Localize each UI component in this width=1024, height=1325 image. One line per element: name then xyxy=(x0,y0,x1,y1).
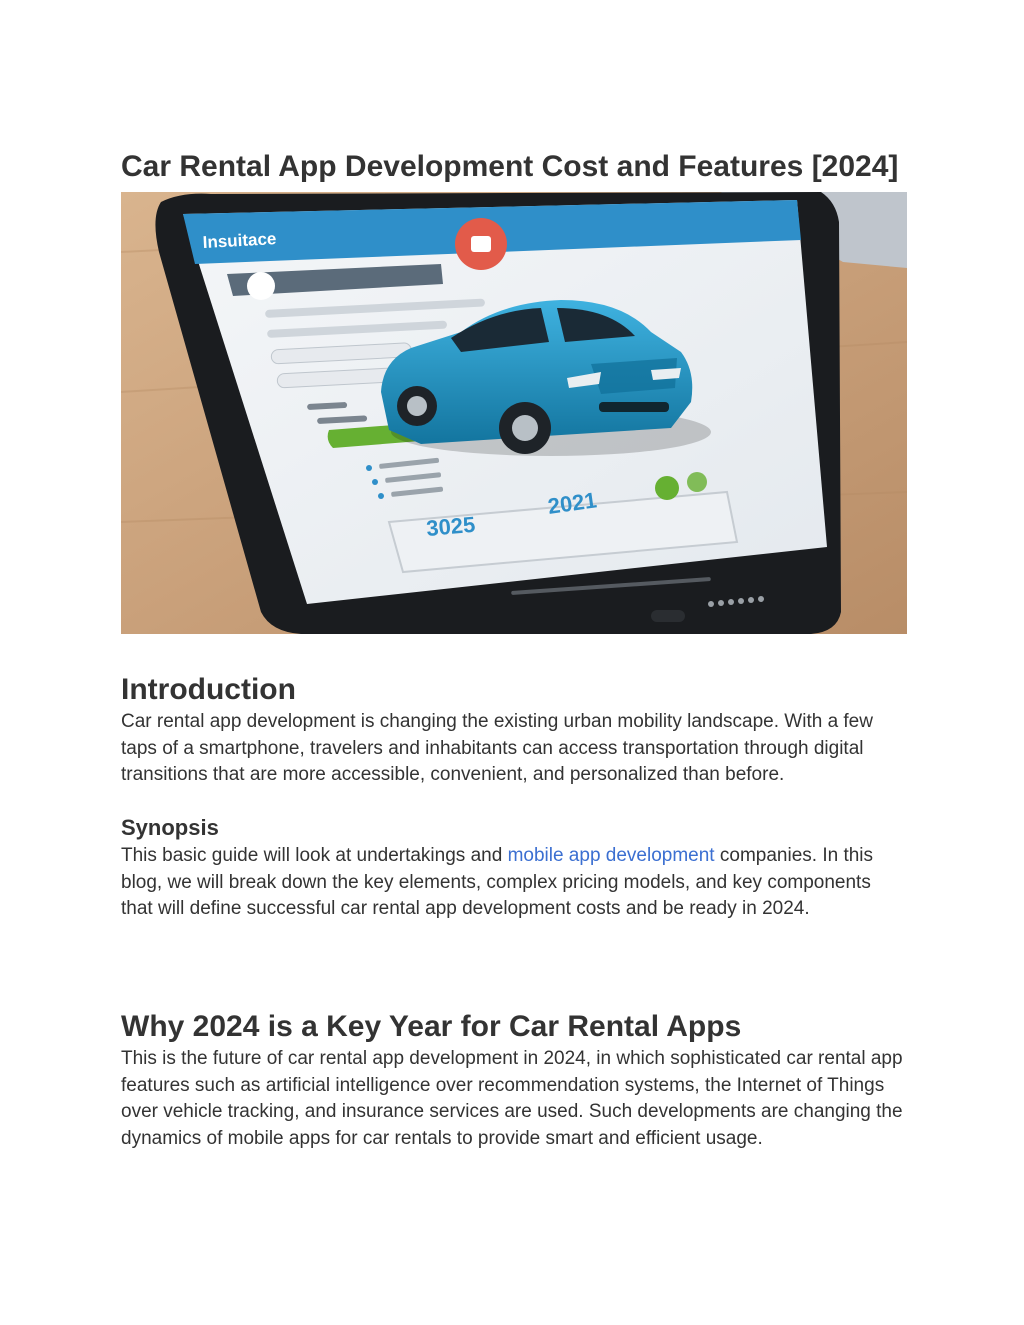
screen-green-badge xyxy=(655,476,679,500)
synopsis-paragraph xyxy=(121,843,907,923)
phone-port xyxy=(651,610,685,622)
synopsis-text-after: companies. In this blog, we will break down the key elements, complex pricing models, and key components that will define successful car rental app development costs and be ready in 2024. xyxy=(121,845,874,920)
screen-number-left: 3025 xyxy=(425,511,477,541)
page-title: Car Rental App Development Cost and Features [2024] xyxy=(121,150,899,183)
screen-header-text: Insuitace xyxy=(202,229,277,252)
synopsis-text-before: This basic guide will look at undertakings and xyxy=(121,845,508,866)
mobile-app-development-link[interactable]: mobile app development xyxy=(507,845,715,866)
introduction-heading: Introduction xyxy=(121,673,296,706)
hero-image xyxy=(121,192,907,634)
why-2024-heading: Why 2024 is a Key Year for Car Rental Apps xyxy=(121,1010,742,1043)
why-2024-paragraph: This is the future of car rental app development in 2024, in which sophisticated car rental app features such as artificial intelligence over recommendation systems, the Internet of Things over vehicle tracking, and insurance services are used. Such developments are changing the dynamics of mobile apps for car rentals to provide smart and efficient usage. xyxy=(121,1048,903,1149)
screen-number-right: 2021 xyxy=(546,487,599,519)
introduction-paragraph: Car rental app development is changing the existing urban mobility landscape. With a few taps of a smartphone, travelers and inhabitants can access transportation through digital transitions that are more accessible, convenient, and personalized than before. xyxy=(121,711,873,786)
synopsis-heading: Synopsis xyxy=(121,815,219,840)
hero-illustration xyxy=(121,192,907,634)
